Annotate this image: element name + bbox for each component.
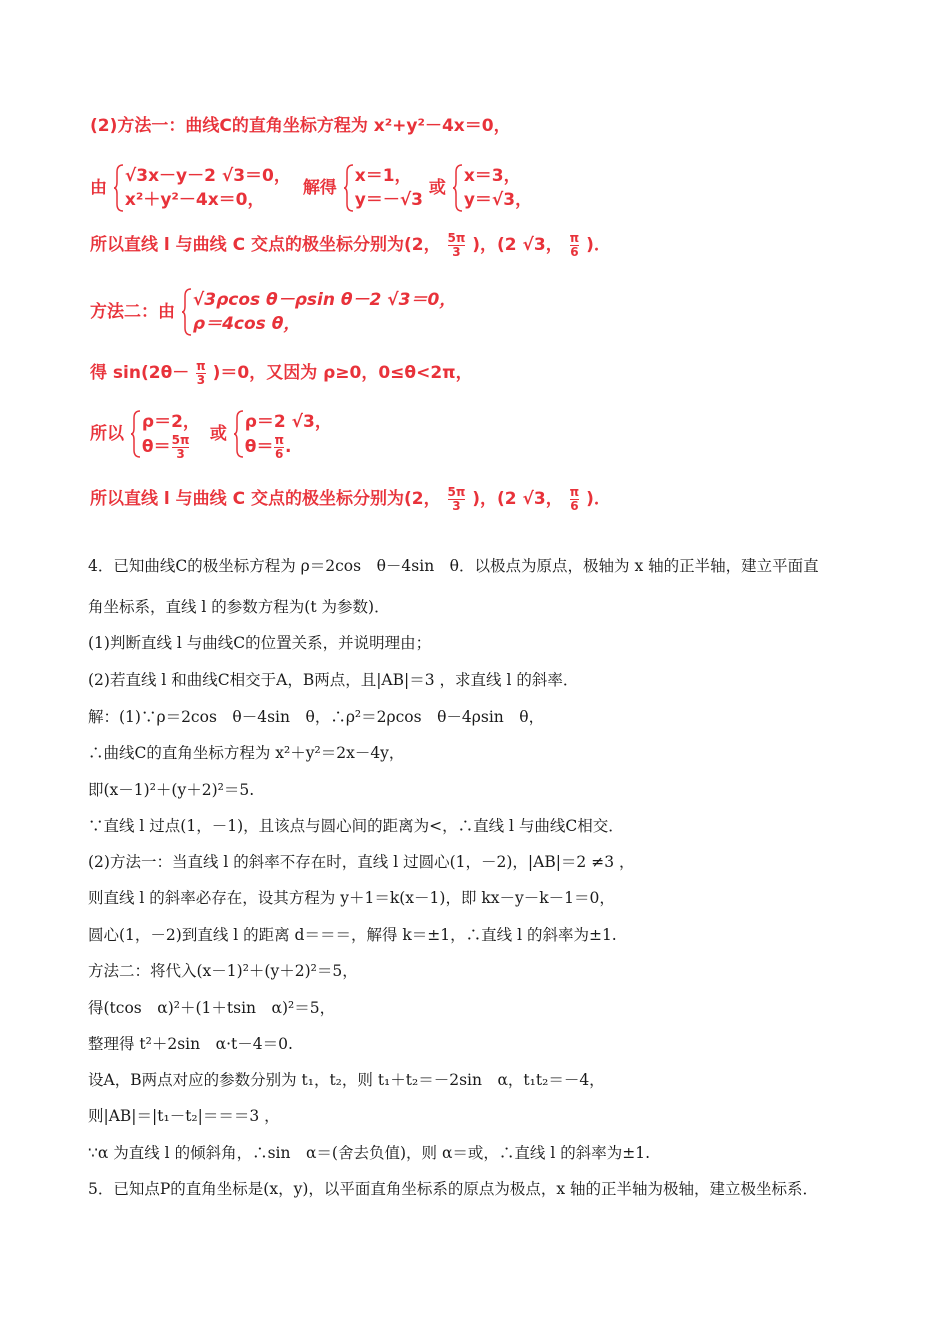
brace-icon <box>113 164 125 212</box>
system3-row2: y＝√3， <box>463 190 533 210</box>
brace-icon <box>130 410 142 458</box>
red-line-sin-equation <box>90 360 473 386</box>
frac-num: 5π <box>447 231 466 245</box>
system2-row1: x＝1， <box>354 166 412 186</box>
problem4-part2: (2)若直线 l 和曲线C相交于A，B两点，且|AB|＝3 ，求直线 l 的斜率． <box>88 671 579 689</box>
fraction-5pi-over-3 <box>172 434 190 460</box>
system5-row1: ρ＝2， <box>141 412 200 432</box>
frac-den: 3 <box>196 372 206 387</box>
red-line-result-2 <box>90 486 611 512</box>
red-line-method1: (2)方法一：曲线C的直角坐标方程为 x²+y²－4x＝0， <box>90 116 511 136</box>
fraction-pi-over-6 <box>570 486 580 512</box>
frac-num: π <box>569 485 580 499</box>
system1-row2: x²＋y²－4x＝0， <box>124 190 265 210</box>
solution-line8: 方法二：将代入(x－1)²＋(y＋2)²＝5， <box>88 962 358 980</box>
theta-eq: θ＝ <box>244 437 274 458</box>
frac-num: 5π <box>447 485 466 499</box>
problem4-line2: 角坐标系，直线 l 的参数方程为(t 为参数)． <box>88 598 390 616</box>
system2-row2: y＝－√3 <box>354 190 423 210</box>
system1-row1: √3x－y－2 √3＝0， <box>124 166 291 186</box>
solution-line5: (2)方法一：当直线 l 的斜率不存在时，直线 l 过圆心(1，－2)，|AB|＝2 ≠3 ， <box>88 853 635 871</box>
solution-line10: 整理得 t²＋2sin α·t－4＝0. <box>88 1035 293 1053</box>
result1-prefix: 所以直线 l 与曲线 C 交点的极坐标分别为(2， <box>90 234 441 255</box>
solution-line11: 设A，B两点对应的参数分别为 t₁，t₂，则 t₁＋t₂＝－2sin α，t₁t₂＝－4， <box>88 1071 605 1089</box>
solution-line3: 即(x－1)²＋(y＋2)²＝5. <box>88 781 255 799</box>
sin-eq-post: )＝0，又因为 ρ≥0，0≤θ<2π， <box>212 362 473 383</box>
solution-line1: 解：(1)∵ρ＝2cos θ－4sin θ，∴ρ²＝2ρcos θ－4ρsin θ， <box>88 708 545 726</box>
result1-mid: )，(2 √3， <box>472 234 563 255</box>
equation-system-5 <box>130 410 200 461</box>
problem5-line1: 5．已知点P的直角坐标是(x，y)，以平面直角坐标系的原点为极点，x 轴的正半轴为极轴，建立极坐标系． <box>88 1180 819 1198</box>
brace-icon <box>233 410 245 458</box>
frac-den: 6 <box>570 244 579 259</box>
frac-num: π <box>274 433 284 447</box>
red-line-so-system <box>90 410 332 461</box>
frac-den: 3 <box>452 244 461 259</box>
fraction-pi-over-6 <box>274 434 284 460</box>
frac-den: 3 <box>452 498 461 513</box>
so-prefix: 所以 <box>90 423 124 444</box>
equation-system-4 <box>181 288 456 336</box>
solution-line12: 则|AB|＝|t₁－t₂|＝＝＝3 ， <box>88 1107 280 1125</box>
prefix-you: 由 <box>90 177 107 198</box>
sin-eq-prefix: 得 sin(2θ－ <box>90 362 190 383</box>
frac-num: 5π <box>171 433 190 447</box>
frac-den: 3 <box>176 446 185 461</box>
system4-row1: √3ρcos θ－ρsin θ－2 √3＝0， <box>192 290 457 310</box>
system3-row1: x＝3， <box>463 166 521 186</box>
problem4-line1: 4．已知曲线C的极坐标方程为 ρ＝2cos θ－4sin θ．以极点为原点，极轴为 x 轴的正半轴，建立平面直 <box>88 557 819 575</box>
red-line-method2 <box>90 288 456 336</box>
solution-line9: 得(tcos α)²＋(1＋tsin α)²＝5， <box>88 999 336 1017</box>
result2-end: )． <box>586 488 611 509</box>
brace-icon <box>452 164 464 212</box>
fraction-pi-over-3 <box>196 360 206 386</box>
result2-mid: )，(2 √3， <box>472 488 563 509</box>
equation-system-2 <box>343 164 423 212</box>
frac-den: 6 <box>570 498 579 513</box>
brace-icon <box>181 288 193 336</box>
fraction-pi-over-6 <box>570 232 580 258</box>
equation-system-3 <box>452 164 532 212</box>
equation-system-1 <box>113 164 291 212</box>
method2-prefix: 方法二：由 <box>90 301 175 322</box>
equation-system-6 <box>233 410 332 461</box>
theta-eq: θ＝ <box>141 437 171 458</box>
solution-line13: ∵α 为直线 l 的倾斜角，∴sin α＝(舍去负值)，则 α＝或，∴直线 l 的斜率为±1. <box>88 1144 651 1162</box>
fraction-5pi-over-3 <box>448 486 466 512</box>
frac-num: π <box>569 231 580 245</box>
solution-line2: ∴曲线C的直角坐标方程为 x²＋y²＝2x－4y， <box>88 744 405 762</box>
system6-row2 <box>244 433 332 461</box>
solve-word: 解得 <box>302 177 337 198</box>
brace-icon <box>343 164 355 212</box>
system6-row1: ρ＝2 √3， <box>244 412 332 432</box>
red-line-result-1 <box>90 232 611 258</box>
problem4-part1: (1)判断直线 l 与曲线C的位置关系，并说明理由； <box>88 634 432 652</box>
system4-row2: ρ＝4cos θ， <box>192 314 301 334</box>
result1-end: )． <box>586 234 611 255</box>
frac-num: π <box>196 359 206 373</box>
red-line-system-solve <box>90 164 532 212</box>
system5-row2 <box>141 433 200 461</box>
solution-line6: 则直线 l 的斜率必存在，设其方程为 y＋1＝k(x－1)，即 kx－y－k－1＝0， <box>88 889 615 907</box>
solution-line4: ∵直线 l 过点(1，－1)，且该点与圆心间的距离为<，∴直线 l 与曲线C相交． <box>88 817 624 835</box>
period: . <box>284 437 292 458</box>
fraction-5pi-over-3 <box>448 232 466 258</box>
solution-line7: 圆心(1，－2)到直线 l 的距离 d＝＝＝，解得 k＝±1，∴直线 l 的斜率为±1. <box>88 926 617 944</box>
or-word: 或 <box>209 423 227 444</box>
result2-prefix: 所以直线 l 与曲线 C 交点的极坐标分别为(2， <box>90 488 441 509</box>
frac-den: 6 <box>275 446 284 461</box>
or-word: 或 <box>428 177 446 198</box>
